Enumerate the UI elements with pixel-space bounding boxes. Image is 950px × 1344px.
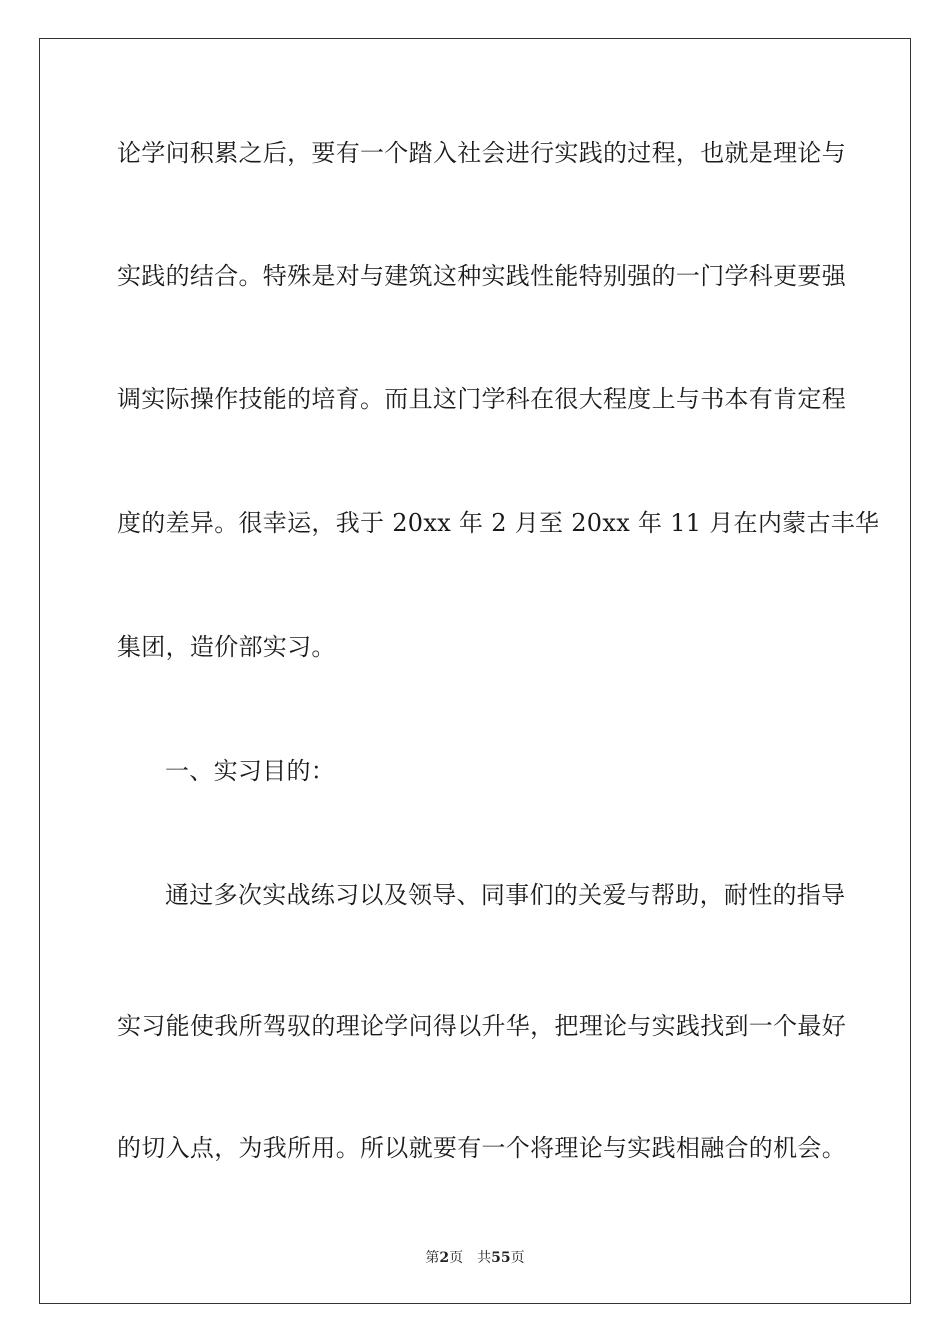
footer-page-prefix: 第 [425,1250,440,1266]
body-text-line: 集团，造价部实习。 [117,633,336,661]
footer-total-pages: 55 [491,1250,511,1266]
body-text-line: 实践的结合。特殊是对与建筑这种实践性能特别强的一门学科更要强 [117,262,846,290]
body-text-line: 通过多次实战练习以及领导、同事们的关爱与帮助，耐性的指导 [165,881,846,909]
page-border [39,38,911,1304]
page-footer [0,1248,950,1268]
footer-page-suffix: 页 [449,1250,464,1266]
footer-total-prefix: 共 [477,1250,492,1266]
section-heading: 一、实习目的： [165,757,336,785]
body-text-line: 调实际操作技能的培育。而且这门学科在很大程度上与书本有肯定程 [117,385,846,413]
footer-page-number: 2 [439,1250,450,1266]
body-text-line: 论学问积累之后，要有一个踏入社会进行实践的过程，也就是理论与 [117,139,846,167]
footer-total-suffix: 页 [510,1250,525,1266]
body-text-line: 的切入点，为我所用。所以就要有一个将理论与实践相融合的机会。 [117,1134,846,1162]
body-text-line: 实习能使我所驾驭的理论学问得以升华，把理论与实践找到一个最好 [117,1012,846,1040]
body-text-line: 度的差异。很幸运，我于 20xx 年 2 月至 20xx 年 11 月在内蒙古丰华 [117,509,880,537]
